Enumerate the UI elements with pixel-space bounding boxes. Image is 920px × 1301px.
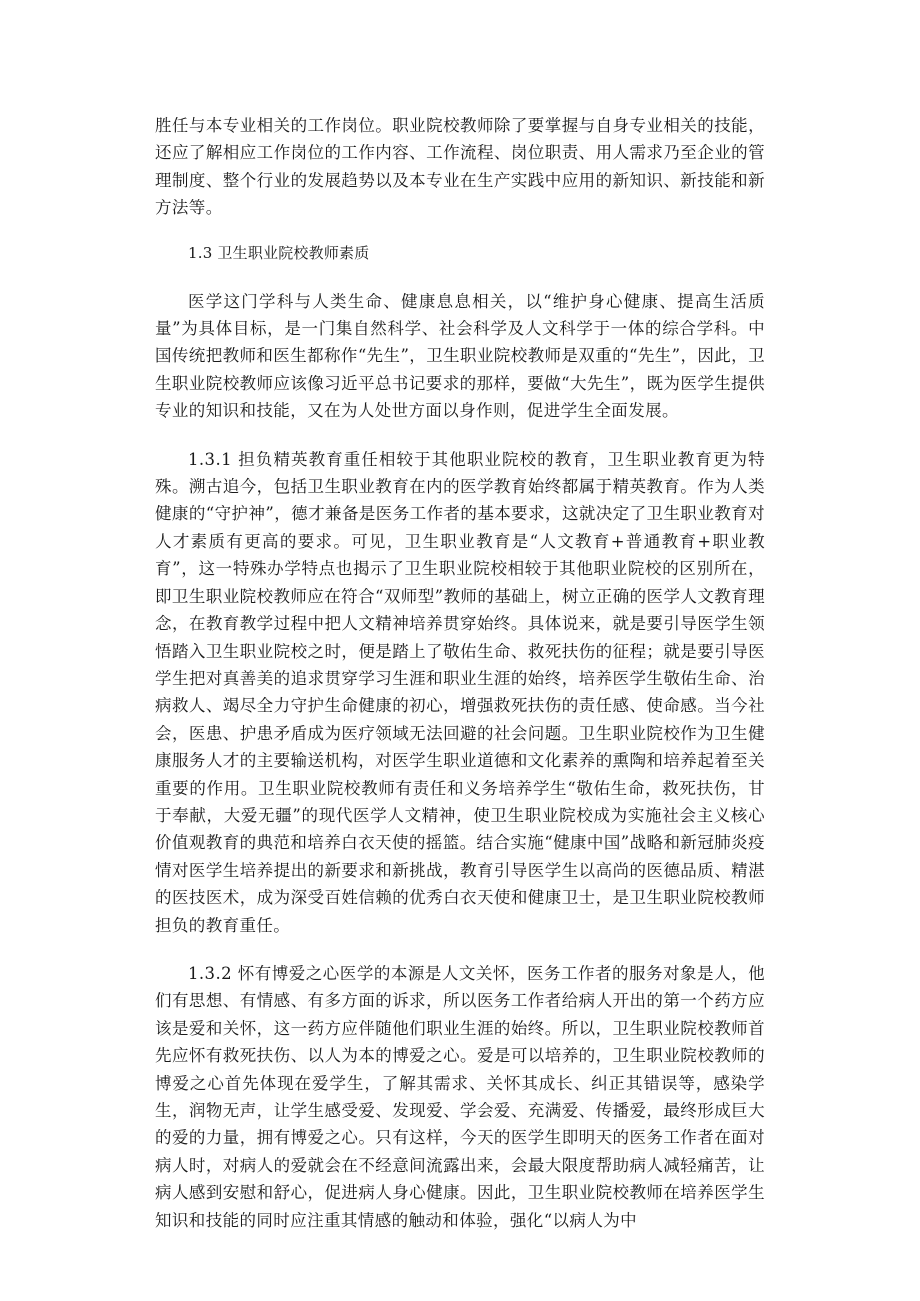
spacer — [155, 425, 765, 446]
spacer — [155, 267, 765, 288]
spacer — [155, 939, 765, 960]
spacer — [155, 222, 765, 240]
paragraph-1-3-2: 1.3.2 怀有博爱之心医学的本源是人文关怀，医务工作者的服务对象是人，他们有思想、有情感、有多方面的诉求，所以医务工作者给病人开出的第一个药方应该是爱和关怀，这一药方应伴随他们职业生涯的始终。所以，卫生职业院校教师首先应怀有救死扶伤、以人为本的博爱之心。爱是可以培养的，卫生职业院校教师的博爱之心首先体现在爱学生，了解其需求、关怀其成长、纠正其错误等，感染学生，润物无声，让学生感受爱、发现爱、学会爱、充满爱、传播爱，最终形成巨大的爱的力量，拥有博爱之心。只有这样，今天的医学生即明天的医务工作者在面对病人时，对病人的爱就会在不经意间流露出来，会最大限度帮助病人减轻痛苦，让病人感到安慰和舒心，促进病人身心健康。因此，卫生职业院校教师在培养医学生知识和技能的同时应注重其情感的触动和体验，强化“以病人为中 — [155, 963, 765, 1230]
paragraph-continued: 胜任与本专业相关的工作岗位。职业院校教师除了要掌握与自身专业相关的技能，还应了解相应工作岗位的工作内容、工作流程、岗位职责、用人需求乃至企业的管理制度、整个行业的发展趋势以及本专业在生产实践中应用的新知识、新技能和新方法等。 — [155, 116, 765, 218]
paragraph-intro: 医学这门学科与人类生命、健康息息相关，以“维护身心健康、提高生活质量”为具体目标，是一门集自然科学、社会科学及人文科学于一体的综合学科。中国传统把教师和医生都称作“先生”，卫生职业院校教师是双重的“先生”，因此，卫生职业院校教师应该像习近平总书记要求的那样，要做“大先生”，既为医学生提供专业的知识和技能，又在为人处世方面以身作则，促进学生全面发展。 — [155, 291, 765, 421]
section-heading: 1.3 卫生职业院校教师素质 — [188, 243, 370, 262]
document-page — [155, 112, 765, 1234]
paragraph-1-3-1: 1.3.1 担负精英教育重任相较于其他职业院校的教育，卫生职业教育更为特殊。溯古追今，包括卫生职业教育在内的医学教育始终都属于精英教育。作为人类健康的“守护神”，德才兼备是医务工作者的基本要求，这就决定了卫生职业教育对人才素质有更高的要求。可见，卫生职业教育是“人文教育+普通教育+职业教育”，这一特殊办学特点也揭示了卫生职业院校相较于其他职业院校的区别所在，即卫生职业院校教师应在符合“双师型”教师的基础上，树立正确的医学人文教育理念，在教育教学过程中把人文精神培养贯穿始终。具体说来，就是要引导医学生领悟踏入卫生职业院校之时，便是踏上了敬佑生命、救死扶伤的征程；就是要引导医学生把对真善美的追求贯穿学习生涯和职业生涯的始终，培养医学生敬佑生命、治病救人、竭尽全力守护生命健康的初心，增强救死扶伤的责任感、使命感。当今社会，医患、护患矛盾成为医疗领域无法回避的社会问题。卫生职业院校作为卫生健康服务人才的主要输送机构，对医学生职业道德和文化素养的熏陶和培养起着至关重要的作用。卫生职业院校教师有责任和义务培养学生“敬佑生命，救死扶伤，甘于奉献，大爱无疆”的现代医学人文精神，使卫生职业院校成为实施社会主义核心价值观教育的典范和培养白衣天使的摇篮。结合实施“健康中国”战略和新冠肺炎疫情对医学生培养提出的新要求和新挑战，教育引导医学生以高尚的医德品质、精湛的医技医术，成为深受百姓信赖的优秀白衣天使和健康卫士，是卫生职业院校教师担负的教育重任。 — [155, 449, 765, 935]
